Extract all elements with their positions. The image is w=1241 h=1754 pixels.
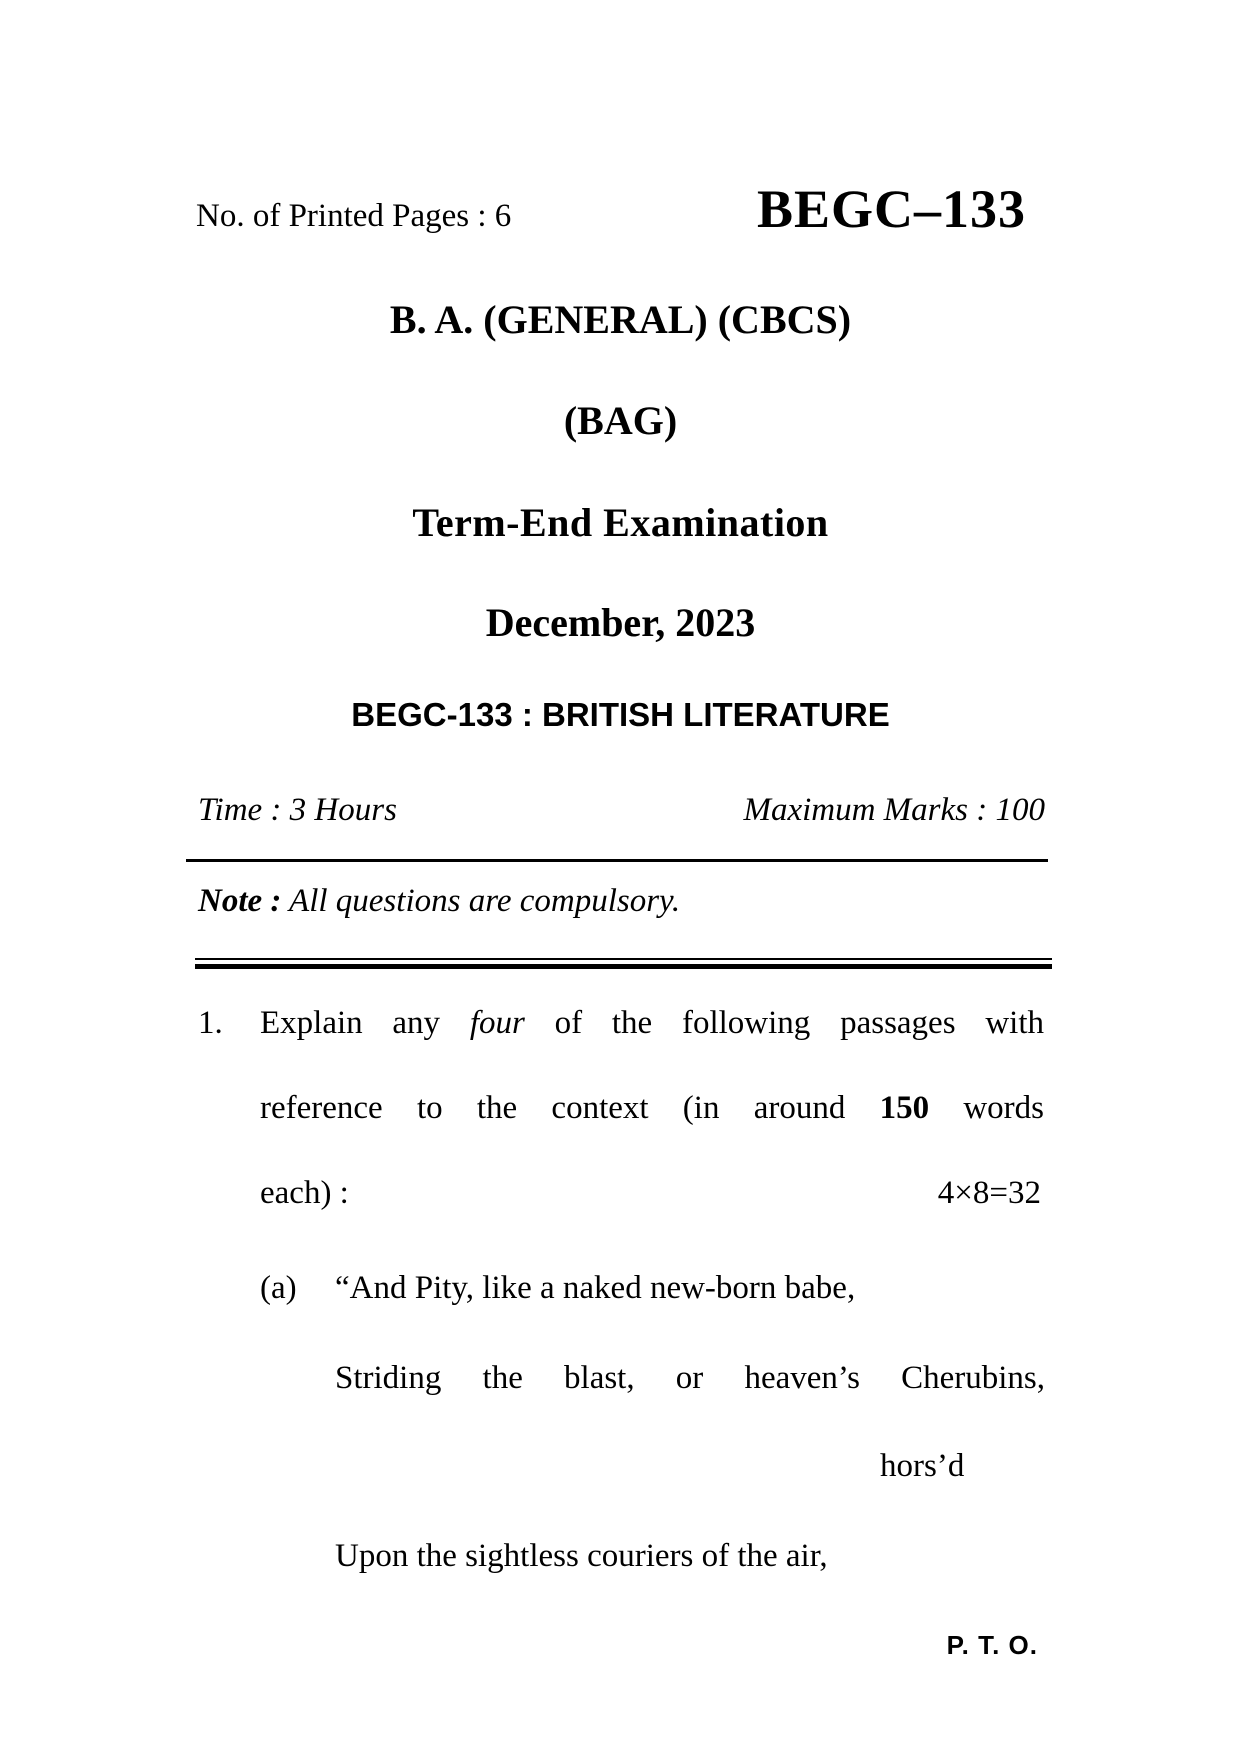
passage-line: Striding the blast, or heaven’s Cherubins, [335,1360,1045,1396]
double-rule-thin [195,958,1052,960]
printed-pages-count: No. of Printed Pages : 6 [196,198,512,234]
passage-line: “And Pity, like a naked new-born babe, [335,1270,856,1306]
paper-code: BEGC–133 [757,179,1027,239]
text-run: reference to the context (in around [260,1090,880,1126]
question-marks: 4×8=32 [937,1175,1041,1211]
text-run: words [929,1090,1044,1126]
emphasis-text: four [469,1005,525,1041]
question-number: 1. [198,1005,223,1041]
question-text-line [260,1090,1044,1127]
instructions-note [198,883,680,920]
double-rule-thick [195,964,1052,969]
passage-line: hors’d [880,1448,965,1484]
note-text: All questions are compulsory. [281,883,681,919]
question-text-line [260,1005,1044,1042]
note-label: Note : [198,883,282,919]
text-run: of the following passages with [524,1005,1044,1041]
passage-line: Upon the sightless couriers of the air, [335,1538,828,1574]
program-abbreviation: (BAG) [563,398,678,443]
time-allowed: Time : 3 Hours [198,792,397,828]
word-count-bold: 150 [879,1090,930,1126]
exam-title: Term-End Examination [412,500,829,545]
exam-session: December, 2023 [485,600,756,645]
please-turn-over: P. T. O. [946,1630,1038,1660]
divider-rule [186,859,1048,862]
course-title: BEGC-133 : BRITISH LITERATURE [351,696,890,733]
maximum-marks: Maximum Marks : 100 [743,792,1045,828]
part-label: (a) [260,1270,297,1306]
program-title: B. A. (GENERAL) (CBCS) [389,297,852,342]
question-text-line: each) : [260,1175,349,1211]
text-run: Explain any [260,1005,470,1041]
